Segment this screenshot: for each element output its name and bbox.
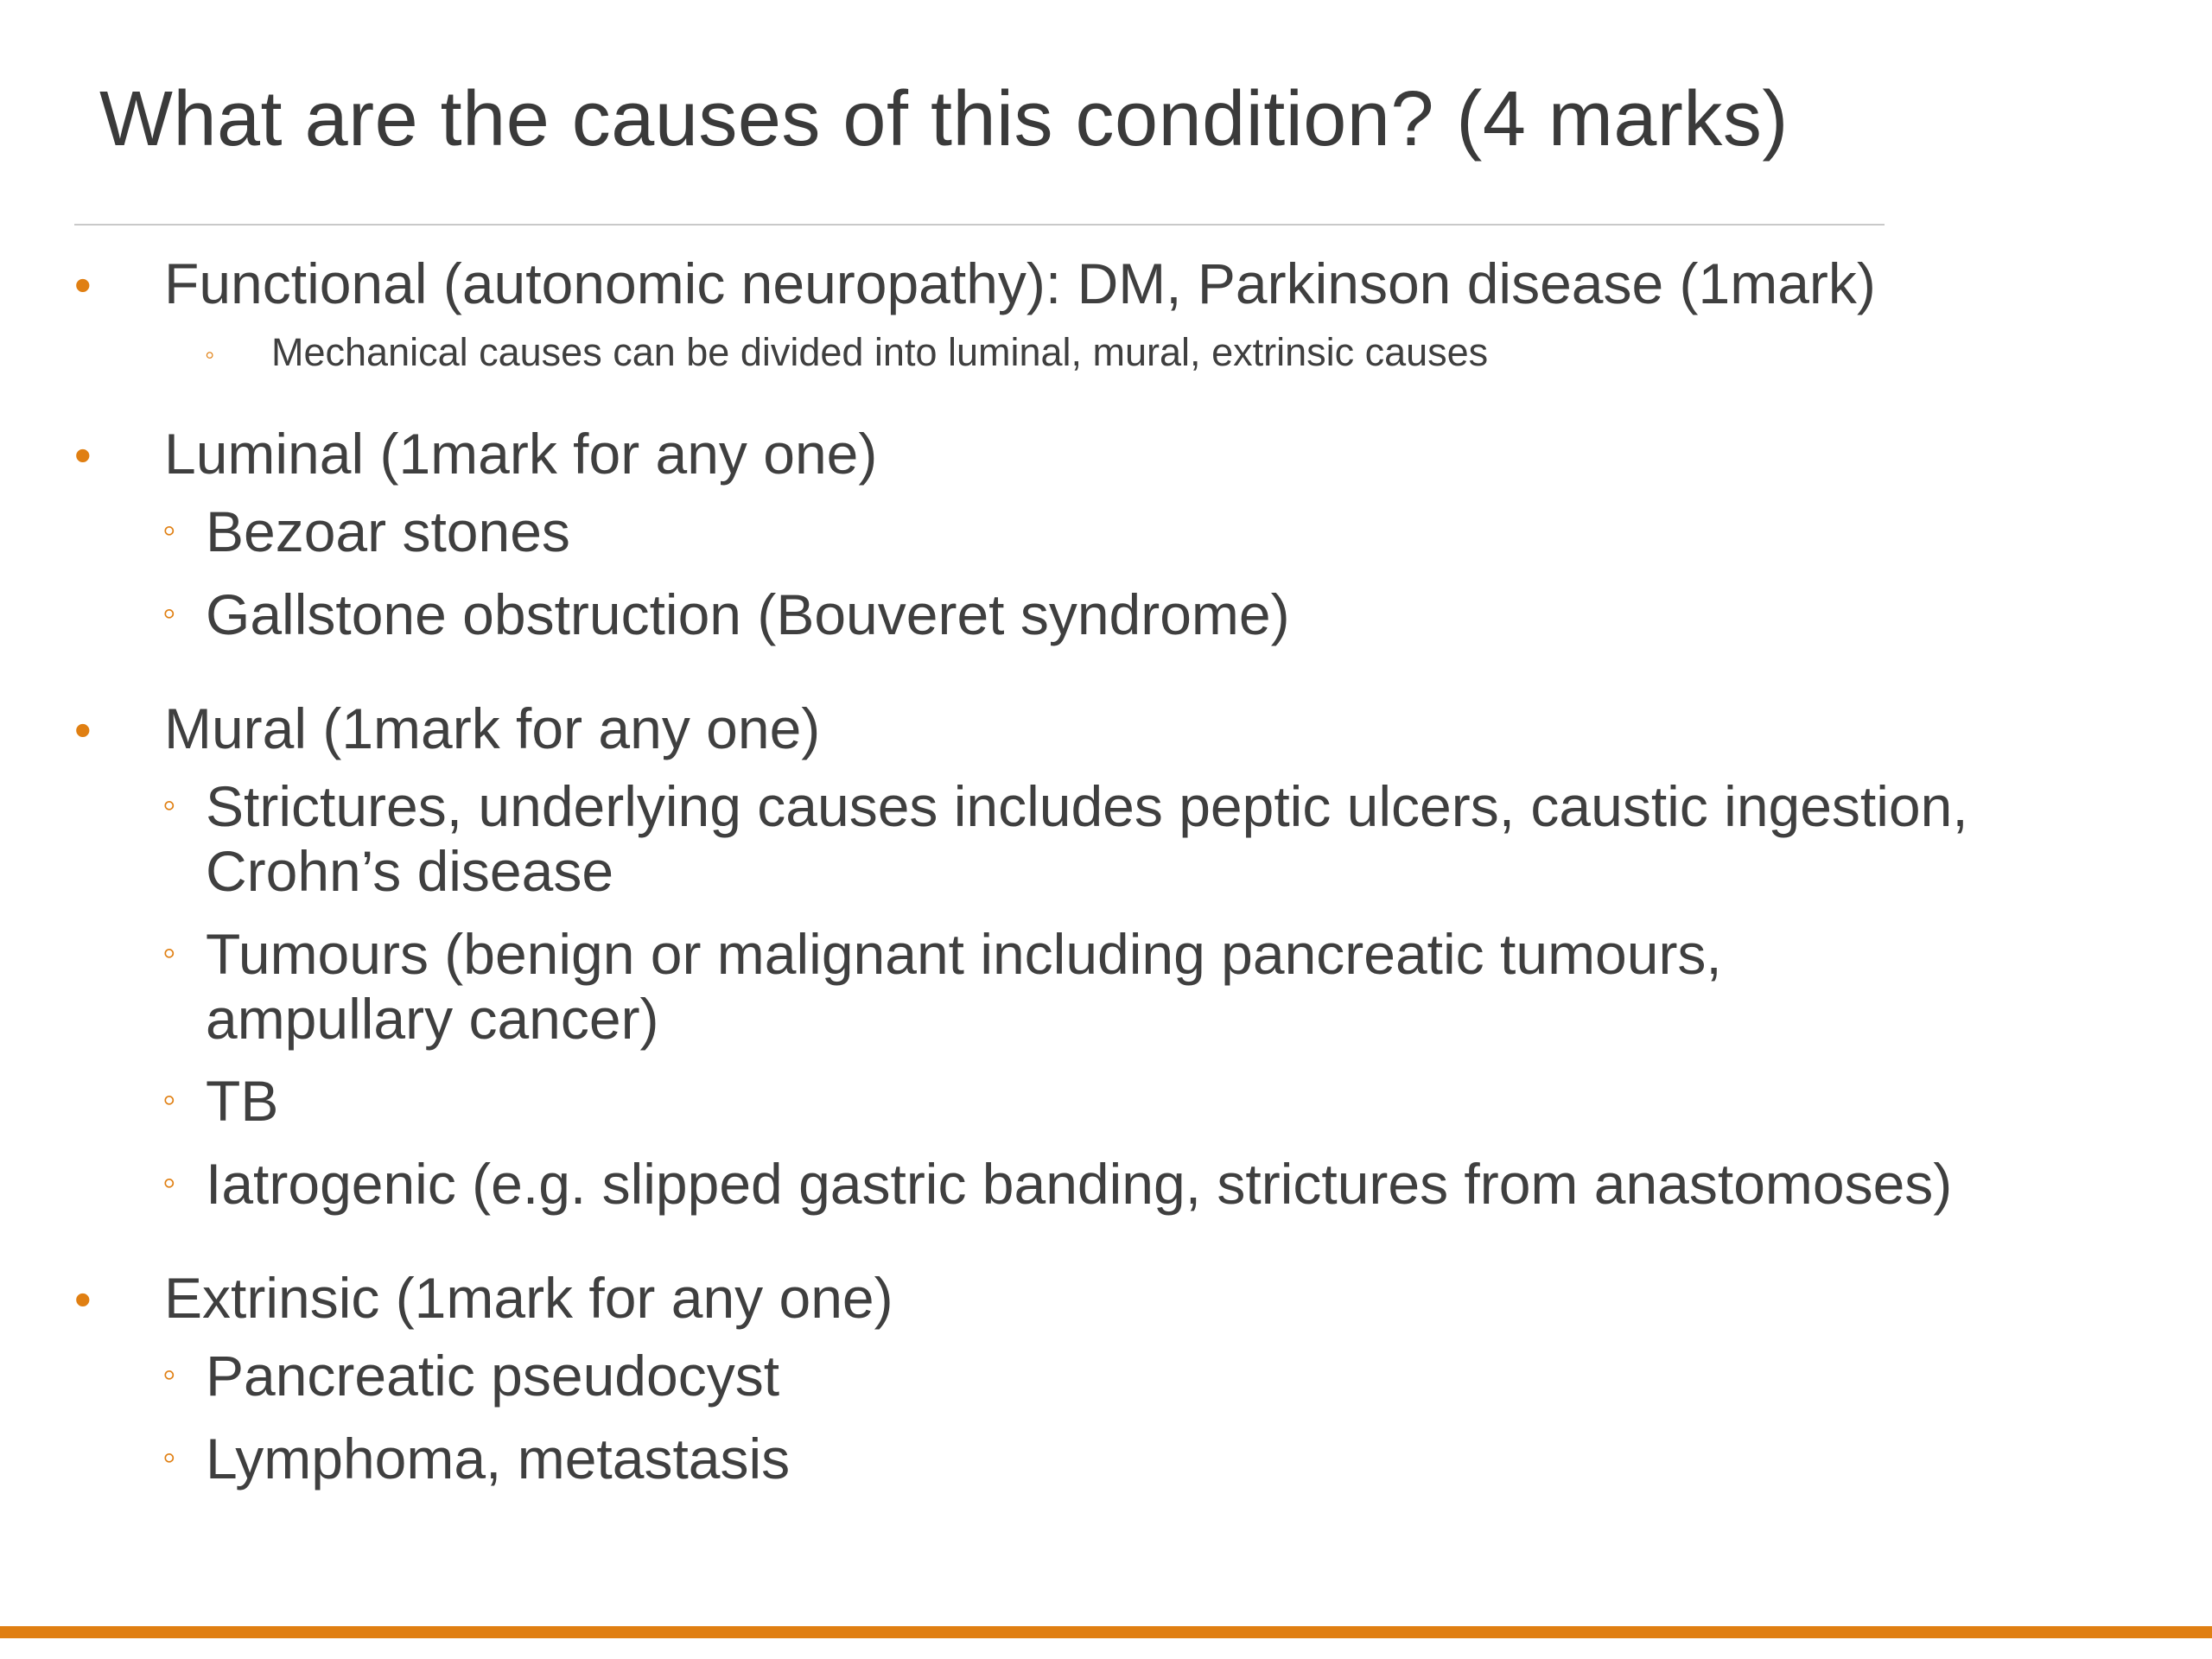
list-item-tb: TB — [206, 1069, 279, 1133]
sub-bullet-icon: ◦ — [162, 784, 176, 826]
mechanical-causes-note: Mechanical causes can be divided into luminal, mural, extrinsic causes — [271, 330, 1489, 374]
slide-title: What are the causes of this condition? (4 marks) — [99, 76, 1789, 162]
sub-bullet-icon: ◦ — [162, 1078, 176, 1121]
sub-bullet-icon: ◦ — [162, 1436, 176, 1478]
sub-bullet-icon: ◦ — [205, 339, 215, 370]
bullet-icon: • — [74, 257, 92, 312]
section-heading-luminal: Luminal (1mark for any one) — [164, 422, 878, 486]
list-item-lymphoma: Lymphoma, metastasis — [206, 1427, 791, 1491]
bottom-accent-bar — [0, 1626, 2212, 1638]
list-item-tumours: Tumours (benign or malignant including pancreatic tumours, — [206, 922, 1722, 986]
section-heading-extrinsic: Extrinsic (1mark for any one) — [164, 1266, 893, 1330]
sub-bullet-icon: ◦ — [162, 931, 176, 974]
sub-bullet-icon: ◦ — [162, 509, 176, 551]
list-item-strictures: Strictures, underlying causes includes peptic ulcers, caustic ingestion, — [206, 774, 1968, 838]
section-heading-functional: Functional (autonomic neuropathy): DM, Parkinson disease (1mark) — [164, 251, 1876, 315]
section-heading-mural: Mural (1mark for any one) — [164, 696, 821, 760]
bullet-icon: • — [74, 1272, 92, 1326]
list-item-strictures-continued: Crohn’s disease — [206, 839, 614, 903]
title-divider — [74, 224, 1885, 226]
list-item-pseudocyst: Pancreatic pseudocyst — [206, 1344, 780, 1408]
sub-bullet-icon: ◦ — [162, 592, 176, 634]
sub-bullet-icon: ◦ — [162, 1161, 176, 1204]
sub-bullet-icon: ◦ — [162, 1353, 176, 1395]
list-item-iatrogenic: Iatrogenic (e.g. slipped gastric banding, strictures from anastomoses) — [206, 1152, 1953, 1216]
bullet-icon: • — [74, 428, 92, 482]
list-item-bezoar: Bezoar stones — [206, 499, 570, 563]
list-item-tumours-continued: ampullary cancer) — [206, 987, 659, 1051]
list-item-gallstone: Gallstone obstruction (Bouveret syndrome) — [206, 582, 1290, 646]
bullet-icon: • — [74, 702, 92, 757]
